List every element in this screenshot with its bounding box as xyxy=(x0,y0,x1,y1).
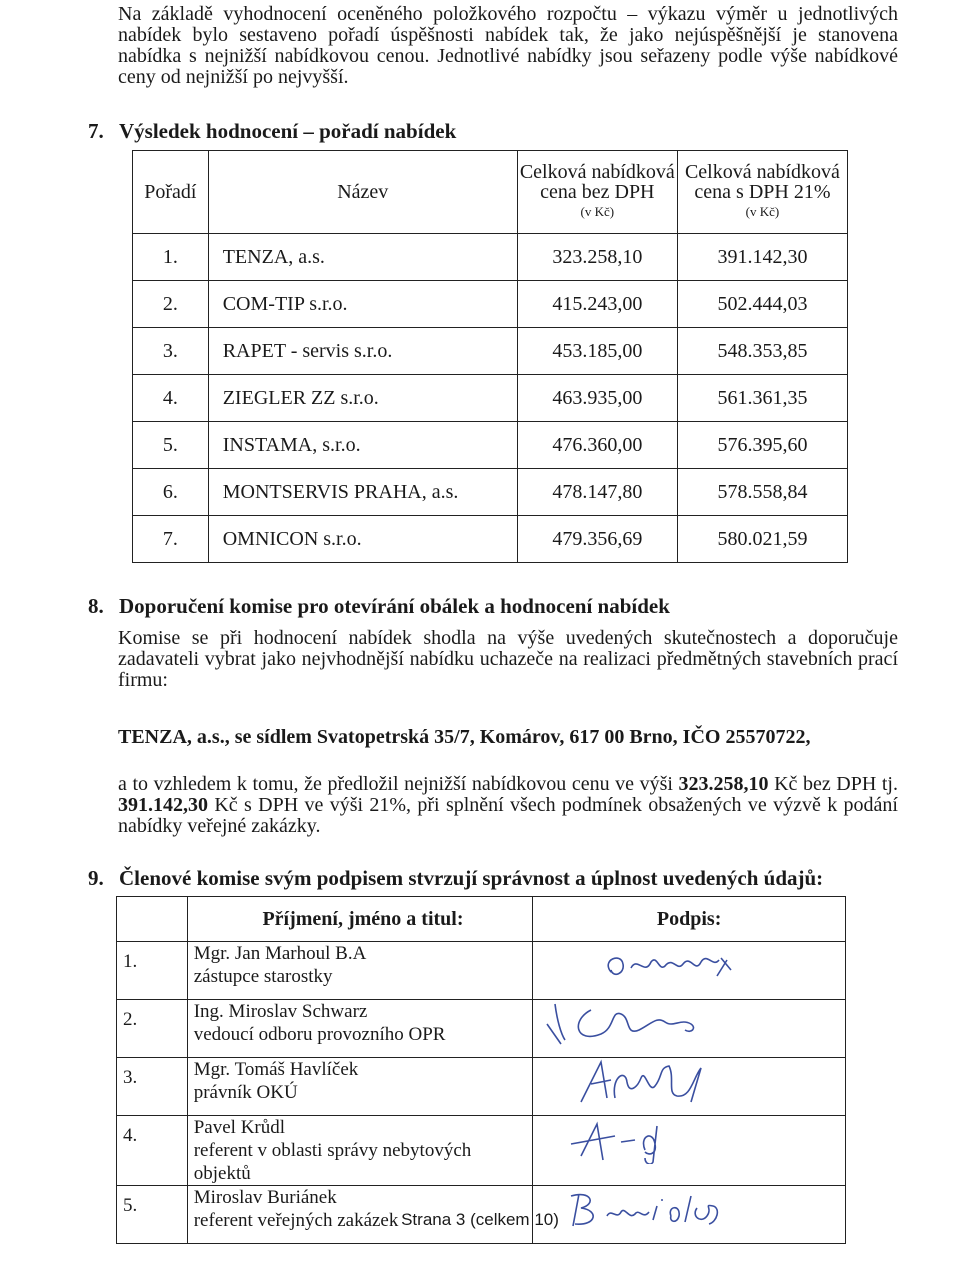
member-cell xyxy=(187,1058,533,1116)
name-cell: ZIEGLER ZZ s.r.o. xyxy=(208,375,517,422)
name-cell: OMNICON s.r.o. xyxy=(208,516,517,563)
header-rank: Pořadí xyxy=(133,151,209,234)
member-name: Mgr. Tomáš Havlíček xyxy=(193,1059,359,1080)
rank-cell: 5. xyxy=(133,422,209,469)
member-index: 5. xyxy=(117,1186,188,1244)
reason-text-2: Kč bez DPH tj. xyxy=(768,773,898,795)
header-index xyxy=(117,897,188,942)
member-role: právník OKÚ xyxy=(193,1082,298,1103)
net-price-cell: 463.935,00 xyxy=(517,375,677,422)
net-price-cell: 479.356,69 xyxy=(517,516,677,563)
reason-text-1: a to vzhledem k tomu, že předložil nejnižší nabídkovou cenu ve výši xyxy=(118,773,679,795)
net-price-cell: 415.243,00 xyxy=(517,281,677,328)
member-index: 1. xyxy=(117,942,188,1000)
member-index: 4. xyxy=(117,1116,188,1186)
member-name: Miroslav Buriánek xyxy=(193,1187,337,1208)
net-price-cell: 476.360,00 xyxy=(517,422,677,469)
gross-price-cell: 502.444,03 xyxy=(677,281,847,328)
reason-text-3: Kč s DPH ve výši 21%, při splnění všech podmínek obsažených ve výzvě k podání nabídky veřejné zakázky. xyxy=(118,794,898,837)
gross-price-cell: 576.395,60 xyxy=(677,422,847,469)
intro-paragraph: Na základě vyhodnocení oceněného položkového rozpočtu – výkazu výměr u jednotlivých nabídek bylo sestaveno pořadí úspěšnosti nabídek tak, že jako nejúspěšnější je stanovena nabídka s nejnižší nabídkovou cenou. Jednotlivé nabídky jsou seřazeny podle výše nabídkové ceny od nejnižší po nejvyšší. xyxy=(118,3,898,88)
net-price-cell: 453.185,00 xyxy=(517,328,677,375)
handwritten-signature xyxy=(541,1116,801,1164)
member-index: 2. xyxy=(117,1000,188,1058)
name-cell: RAPET - servis s.r.o. xyxy=(208,328,517,375)
gross-price-cell: 391.142,30 xyxy=(677,234,847,281)
handwritten-signature xyxy=(541,942,801,990)
page-footer: Strana 3 (celkem 10) xyxy=(401,1210,559,1229)
header-net-unit: (v Kč) xyxy=(580,204,615,219)
section-7-heading xyxy=(88,119,456,144)
gross-price-cell: 561.361,35 xyxy=(677,375,847,422)
member-cell xyxy=(187,942,533,1000)
header-net-label: Celková nabídková cena bez DPH xyxy=(519,161,675,203)
recommended-firm: TENZA, a.s., se sídlem Svatopetrská 35/7, Komárov, 617 00 Brno, IČO 25570722, xyxy=(118,726,811,748)
member-cell xyxy=(187,1116,533,1186)
section-7-title: Výsledek hodnocení – pořadí nabídek xyxy=(119,119,457,143)
handwritten-signature xyxy=(541,1058,801,1106)
rank-cell: 4. xyxy=(133,375,209,422)
reason-paragraph xyxy=(118,774,898,837)
section-8-title: Doporučení komise pro otevírání obálek a hodnocení nabídek xyxy=(119,594,670,618)
section-8-number: 8. xyxy=(88,594,104,618)
section-8-heading xyxy=(88,594,670,619)
rank-cell: 7. xyxy=(133,516,209,563)
commission-header-row xyxy=(117,897,846,942)
results-body xyxy=(133,234,848,563)
table-row xyxy=(117,942,846,1000)
member-cell xyxy=(187,1000,533,1058)
table-row xyxy=(133,375,848,422)
reason-price-gross: 391.142,30 xyxy=(118,794,208,816)
signature-cell xyxy=(533,942,846,1000)
gross-price-cell: 578.558,84 xyxy=(677,469,847,516)
section-7-number: 7. xyxy=(88,119,104,143)
results-table xyxy=(132,150,848,563)
member-role: zástupce starostky xyxy=(193,966,333,987)
net-price-cell: 478.147,80 xyxy=(517,469,677,516)
table-row xyxy=(133,469,848,516)
member-name: Mgr. Jan Marhoul B.A xyxy=(193,943,367,964)
member-role: referent v oblasti správy nebytových objektů xyxy=(193,1140,472,1184)
table-row xyxy=(133,281,848,328)
rank-cell: 6. xyxy=(133,469,209,516)
section-9-heading xyxy=(88,866,823,891)
name-cell: INSTAMA, s.r.o. xyxy=(208,422,517,469)
member-name: Ing. Miroslav Schwarz xyxy=(193,1001,368,1022)
header-gross-unit: (v Kč) xyxy=(745,204,780,219)
table-row xyxy=(133,422,848,469)
rank-cell: 2. xyxy=(133,281,209,328)
table-row xyxy=(117,1116,846,1186)
gross-price-cell: 580.021,59 xyxy=(677,516,847,563)
signature-cell xyxy=(533,1116,846,1186)
table-row xyxy=(117,1058,846,1116)
section-9-number: 9. xyxy=(88,866,104,890)
member-name: Pavel Krůdl xyxy=(193,1117,286,1138)
signature-cell xyxy=(533,1000,846,1058)
reason-price-net: 323.258,10 xyxy=(678,773,769,795)
section-9-title: Členové komise svým podpisem stvrzují správnost a úplnost uvedených údajů: xyxy=(119,866,824,890)
member-role: referent veřejných zakázek xyxy=(193,1210,399,1231)
header-person: Příjmení, jméno a titul: xyxy=(187,897,533,942)
net-price-cell: 323.258,10 xyxy=(517,234,677,281)
recommendation-paragraph: Komise se při hodnocení nabídek shodla na výše uvedených skutečnostech a doporučuje zadavateli vybrat jako nejvhodnější nabídku uchazeče na realizaci předmětných stavebních prací firmu: xyxy=(118,627,898,691)
rank-cell: 1. xyxy=(133,234,209,281)
name-cell: TENZA, a.s. xyxy=(208,234,517,281)
results-header-row xyxy=(133,151,848,234)
table-row xyxy=(133,516,848,563)
rank-cell: 3. xyxy=(133,328,209,375)
member-index: 3. xyxy=(117,1058,188,1116)
gross-price-cell: 548.353,85 xyxy=(677,328,847,375)
table-row xyxy=(133,328,848,375)
name-cell: MONTSERVIS PRAHA, a.s. xyxy=(208,469,517,516)
table-row xyxy=(117,1000,846,1058)
header-name: Název xyxy=(208,151,517,234)
handwritten-signature xyxy=(541,1000,801,1048)
header-signature: Podpis: xyxy=(533,897,846,942)
header-gross-label: Celková nabídková cena s DPH 21% xyxy=(684,161,840,203)
header-net-price xyxy=(517,151,677,234)
table-row xyxy=(133,234,848,281)
signature-cell xyxy=(533,1058,846,1116)
commission-table xyxy=(116,896,846,1244)
member-role: vedoucí odboru provozního OPR xyxy=(193,1024,446,1045)
name-cell: COM-TIP s.r.o. xyxy=(208,281,517,328)
header-gross-price xyxy=(677,151,847,234)
